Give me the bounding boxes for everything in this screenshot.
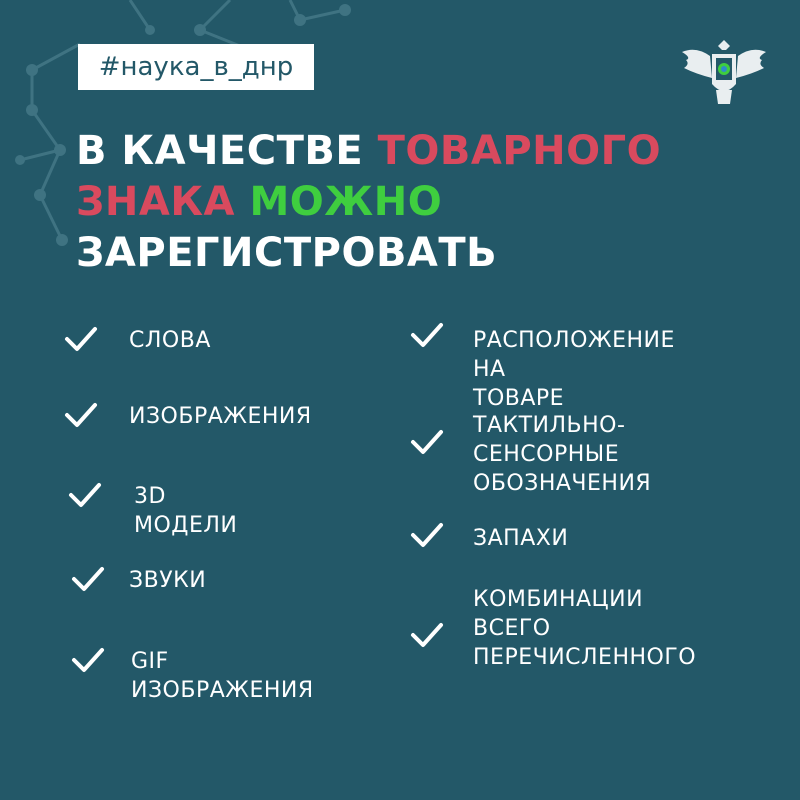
headline-line1-white: В КАЧЕСТВЕ <box>76 128 378 174</box>
list-item-label: 3D МОДЕЛИ <box>134 484 238 538</box>
hashtag-label: #наука_в_днр <box>78 44 314 90</box>
check-icon <box>64 322 98 356</box>
check-icon <box>410 518 444 552</box>
headline-line2-green: МОЖНО <box>235 179 443 225</box>
list-item-label: ЗВУКИ <box>129 568 207 593</box>
list-item-label: РАСПОЛОЖЕНИЕ НА ТОВАРЕ <box>473 328 675 411</box>
list-item-label: СЛОВА <box>129 328 211 353</box>
check-icon <box>410 425 444 459</box>
headline-line3-white: ЗАРЕГИСТРОВАТЬ <box>76 230 498 276</box>
check-icon <box>71 643 105 677</box>
check-icon <box>71 562 105 596</box>
check-icon <box>410 618 444 652</box>
check-icon <box>410 318 444 352</box>
headline-line2-red: ЗНАКА <box>76 179 236 225</box>
check-icon <box>64 398 98 432</box>
list-item-label: ИЗОБРАЖЕНИЯ <box>129 404 312 429</box>
coat-of-arms-emblem <box>676 34 772 110</box>
list-item-label: GIF ИЗОБРАЖЕНИЯ <box>131 649 314 703</box>
headline <box>76 126 716 279</box>
check-icon <box>68 478 102 512</box>
list-item-label: ТАКТИЛЬНО- СЕНСОРНЫЕ ОБОЗНАЧЕНИЯ <box>473 413 652 496</box>
list-item-label: ЗАПАХИ <box>473 526 569 551</box>
list-item-label: КОМБИНАЦИИ ВСЕГО ПЕРЕЧИСЛЕННОГО <box>473 587 697 670</box>
headline-line1-red: ТОВАРНОГО <box>377 128 662 174</box>
